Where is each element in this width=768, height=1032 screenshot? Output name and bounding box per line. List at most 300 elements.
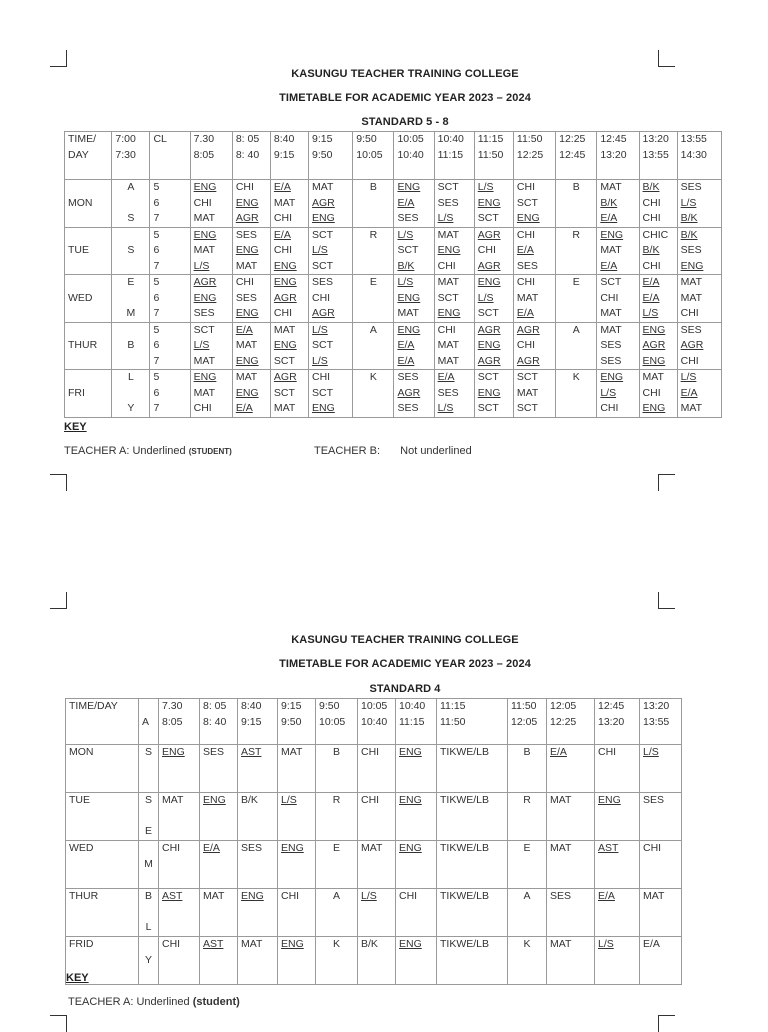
lesson-cell — [677, 322, 721, 370]
cell-text: 9:50 — [319, 700, 340, 712]
subject-underlined: ENG — [397, 323, 421, 336]
assembly-cell — [112, 275, 150, 323]
blank-line — [147, 842, 150, 854]
subject-underlined: AGR — [312, 307, 335, 319]
subject-underlined: ENG — [399, 794, 422, 806]
college-title: KASUNGU TEACHER TRAINING COLLEGE — [291, 68, 519, 80]
header-cell — [316, 699, 358, 745]
cell-text: 10:40 — [399, 700, 426, 712]
cell-text: L — [145, 921, 152, 933]
header-cell — [309, 132, 353, 180]
cell-text: B — [332, 746, 340, 758]
lesson-cell — [238, 841, 278, 889]
cell-text: 13:55 — [643, 715, 670, 728]
cell-text: B — [144, 890, 152, 902]
cell-text: SCT — [312, 339, 334, 351]
lesson-cell — [639, 275, 677, 323]
cell-text: THUR — [69, 890, 99, 902]
header-cell — [159, 699, 200, 745]
cell-text: 7 — [153, 354, 160, 367]
cell-text: B — [523, 746, 531, 758]
lesson-cell — [640, 793, 682, 841]
lesson-cell — [270, 180, 308, 228]
cell-text: SCT — [477, 371, 499, 383]
lesson-cell — [238, 793, 278, 841]
header-cell — [65, 132, 112, 180]
day-cell — [65, 370, 112, 418]
cell-text: MAT — [162, 794, 184, 806]
cell-text: E — [523, 842, 531, 854]
cell-text: FRID — [69, 938, 94, 950]
cell-text: SES — [643, 794, 665, 806]
lesson-cell — [159, 937, 200, 985]
subject-underlined: ENG — [281, 938, 304, 950]
day-cell — [66, 793, 139, 841]
lesson-cell — [270, 275, 308, 323]
cell-text: SES — [193, 307, 215, 319]
lesson-cell — [358, 841, 396, 889]
subject-underlined: AST — [162, 890, 183, 902]
cell-text: TIME/ — [68, 133, 96, 145]
lesson-cell — [358, 745, 396, 793]
cell-text: CHI — [600, 291, 619, 304]
lesson-cell — [437, 841, 508, 889]
legend2-teacher-a-text: TEACHER A: Underlined — [68, 996, 190, 1008]
lesson-cell — [190, 275, 232, 323]
header-cell — [508, 699, 547, 745]
subject-underlined: E/A — [273, 181, 291, 193]
lesson-cell — [394, 370, 434, 418]
legend-teacher-b-desc: Not underlined — [400, 445, 472, 457]
cell-text: SES — [600, 339, 622, 351]
cell-text: 11:15 — [437, 148, 464, 161]
break-letter-cell — [316, 937, 358, 985]
break-letter-cell — [556, 275, 597, 323]
lesson-cell — [547, 937, 595, 985]
subject-underlined: E/A — [642, 276, 660, 288]
cell-text: 13:20 — [643, 700, 670, 712]
lesson-cell — [139, 745, 159, 793]
cell-text: CHI — [399, 890, 418, 902]
lesson-cell — [358, 889, 396, 937]
crop-mark-top-left — [50, 50, 67, 67]
subject-underlined: L/S — [643, 746, 659, 758]
subject-underlined: ENG — [477, 386, 501, 399]
cell-text: 7:00 — [115, 133, 136, 145]
cell-text: SCT — [516, 402, 538, 414]
cell-text: CHI — [193, 402, 212, 414]
cell-text: CHI — [477, 244, 496, 256]
cell-text: Y — [144, 953, 152, 966]
class-level-cell — [150, 370, 190, 418]
subject-underlined: AGR — [273, 371, 297, 383]
cell-text: MAT — [235, 371, 258, 383]
cell-text: S — [144, 746, 152, 758]
header-cell — [200, 699, 238, 745]
lesson-cell — [232, 370, 270, 418]
lesson-cell — [513, 370, 555, 418]
subject-underlined: AST — [203, 938, 224, 950]
cell-text: MAT — [437, 276, 460, 288]
blank-line — [147, 938, 150, 950]
cell-text: CHI — [273, 307, 293, 319]
class-level-cell — [150, 275, 190, 323]
cell-text: 10:05 — [361, 700, 388, 712]
cell-text: Y — [127, 402, 135, 414]
subject-underlined: E/A — [600, 212, 618, 224]
break-letter-cell — [556, 227, 597, 275]
lesson-cell — [394, 275, 434, 323]
cell-text: CHI — [281, 890, 300, 902]
cell-text: CHI — [516, 181, 535, 193]
cell-text: SES — [397, 212, 419, 224]
subject-underlined: ENG — [642, 354, 666, 367]
cell-text: MAT — [600, 181, 622, 193]
cell-text: SES — [680, 323, 702, 336]
subject-underlined: L/S — [598, 938, 614, 950]
lesson-cell — [159, 745, 200, 793]
subject-underlined: E/A — [680, 386, 698, 399]
lesson-cell — [159, 793, 200, 841]
subject-underlined: L/S — [312, 323, 328, 336]
blank-line — [129, 387, 132, 399]
cell-text: 13:20 — [642, 133, 669, 145]
header-cell — [66, 699, 139, 745]
day-cell — [66, 841, 139, 889]
cell-text: 7 — [153, 212, 160, 224]
cell-text: SCT — [312, 386, 334, 399]
header-cell — [139, 699, 159, 745]
subject-underlined: ENG — [397, 181, 421, 193]
break-letter-cell — [316, 745, 358, 793]
cell-text: SCT — [516, 196, 538, 209]
break-letter-cell — [508, 841, 547, 889]
lesson-cell — [639, 227, 677, 275]
cell-text: MAT — [397, 307, 419, 319]
cell-text: MAT — [235, 339, 258, 351]
cell-text: S — [127, 244, 135, 256]
lesson-cell — [200, 841, 238, 889]
cell-text: 10:05 — [397, 133, 424, 145]
cell-text: M — [126, 307, 136, 319]
blank-line — [129, 292, 132, 304]
cell-text: SCT — [397, 244, 419, 256]
lesson-cell — [437, 745, 508, 793]
lesson-cell — [394, 322, 434, 370]
lesson-cell — [232, 275, 270, 323]
cell-text: 11:50 — [477, 148, 504, 161]
header-cell — [595, 699, 640, 745]
subject-underlined: L/S — [680, 196, 697, 209]
cell-text: SCT — [477, 307, 499, 319]
cell-text: 7:30 — [115, 148, 136, 161]
table-row-tue — [65, 227, 722, 275]
lesson-cell — [597, 322, 639, 370]
cell-text: E — [572, 276, 580, 288]
cell-text: 11:50 — [511, 700, 537, 712]
cell-text: 6 — [153, 244, 160, 256]
lesson-cell — [396, 937, 437, 985]
lesson-cell — [474, 180, 513, 228]
lesson-cell — [200, 793, 238, 841]
cell-text: E — [144, 825, 152, 837]
subject-underlined: B/K — [397, 259, 415, 272]
subject-underlined: B/K — [680, 228, 698, 241]
lesson-cell — [232, 322, 270, 370]
header-row — [65, 132, 722, 180]
break-letter-cell — [316, 841, 358, 889]
blank-line — [147, 906, 150, 918]
class-level-cell — [150, 322, 190, 370]
header-cell — [437, 699, 508, 745]
cell-text: CHI — [598, 746, 617, 758]
cell-text: MAT — [600, 307, 622, 319]
cell-text: CHI — [162, 938, 181, 950]
timetable-standard-5-8 — [64, 131, 722, 418]
cell-text: 8: 40 — [235, 148, 260, 161]
cell-text: MAT — [273, 196, 296, 209]
cell-text: SES — [397, 371, 419, 383]
cell-text: CL — [153, 133, 167, 145]
subject-underlined: ENG — [273, 276, 297, 288]
cell-text: 11:15 — [399, 715, 425, 728]
cell-text: MAT — [680, 291, 703, 304]
cell-text: SCT — [516, 371, 538, 383]
cell-text: CHI — [312, 371, 331, 383]
cell-text: 5 — [153, 371, 160, 383]
subject-underlined: ENG — [399, 746, 422, 758]
break-letter-cell — [508, 889, 547, 937]
cell-text: SCT — [273, 386, 295, 399]
table-row-thur — [65, 322, 722, 370]
cell-text: 7.30 — [193, 133, 215, 145]
cell-text: K — [369, 371, 377, 383]
cell-text: SCT — [600, 276, 622, 288]
header-cell — [270, 132, 308, 180]
cell-text: MAT — [437, 228, 460, 241]
lesson-cell — [394, 227, 434, 275]
lesson-cell — [394, 180, 434, 228]
table-row-mon — [65, 180, 722, 228]
lesson-cell — [474, 322, 513, 370]
cell-text: 5 — [153, 181, 160, 193]
lesson-cell — [238, 937, 278, 985]
cell-text: CHI — [516, 276, 535, 288]
cell-text: CHI — [273, 244, 293, 256]
header-cell — [238, 699, 278, 745]
cell-text: MAT — [273, 323, 296, 336]
cell-text: 11:50 — [516, 133, 543, 145]
break-letter-cell — [353, 227, 394, 275]
subject-underlined: ENG — [273, 259, 297, 272]
lesson-cell — [309, 370, 353, 418]
cell-text: 12:25 — [559, 133, 586, 145]
subject-underlined: AGR — [477, 354, 501, 367]
cell-text: 8:05 — [162, 715, 183, 728]
cell-text: 9:15 — [273, 148, 295, 161]
cell-text: CHI — [642, 259, 661, 272]
legend2-teacher-a — [68, 996, 240, 1008]
cell-text: SES — [516, 259, 538, 272]
lesson-cell — [278, 889, 316, 937]
cell-text: 9:50 — [281, 715, 302, 728]
cell-text: 13:20 — [598, 715, 625, 728]
subject-underlined: ENG — [312, 402, 335, 414]
lesson-cell — [640, 889, 682, 937]
cell-text: K — [523, 938, 531, 950]
subject-underlined: E/A — [437, 371, 455, 383]
cell-text: S — [144, 794, 152, 806]
cell-text: MAT — [203, 890, 225, 902]
cell-text: 6 — [153, 291, 160, 304]
table-row-fri — [65, 370, 722, 418]
cell-text: 6 — [153, 196, 160, 209]
cell-text: CHI — [642, 212, 661, 224]
table-row-thur — [66, 889, 682, 937]
header-cell — [358, 699, 396, 745]
cell-text: R — [332, 794, 341, 806]
cell-text: CHI — [361, 746, 380, 758]
subject-underlined: L/S — [680, 371, 697, 383]
subject-underlined: L/S — [642, 307, 659, 319]
header-cell — [112, 132, 150, 180]
crop-mark-top-left-2 — [50, 592, 67, 609]
lesson-cell — [640, 745, 682, 793]
cell-text: CHI — [437, 323, 456, 336]
cell-text: MAT — [642, 371, 664, 383]
break-letter-cell — [316, 793, 358, 841]
cell-text: FRI — [68, 386, 85, 399]
lesson-cell — [597, 180, 639, 228]
cell-text: CHI — [642, 386, 661, 399]
cell-text: CHI — [162, 842, 181, 854]
cell-text: 8:40 — [273, 133, 295, 145]
assembly-cell — [112, 227, 150, 275]
cell-text: SES — [235, 228, 257, 241]
lesson-cell — [139, 889, 159, 937]
subject-underlined: ENG — [399, 842, 422, 854]
lesson-cell — [309, 180, 353, 228]
lesson-cell — [190, 227, 232, 275]
lesson-cell — [278, 841, 316, 889]
lesson-cell — [513, 322, 555, 370]
header-cell — [474, 132, 513, 180]
table-row-frid — [66, 937, 682, 985]
subject-underlined: L/S — [193, 339, 210, 351]
cell-text: SCT — [477, 402, 499, 414]
lesson-cell — [358, 793, 396, 841]
table-row-tue — [66, 793, 682, 841]
table-row-wed — [66, 841, 682, 889]
subject-underlined: L/S — [361, 890, 377, 902]
crop-mark-bottom-right — [658, 474, 675, 491]
cell-text: CHI — [437, 259, 456, 272]
lesson-cell — [238, 889, 278, 937]
cell-text: M — [144, 857, 153, 870]
cell-text: K — [332, 938, 340, 950]
college-title-2: KASUNGU TEACHER TRAINING COLLEGE — [291, 634, 519, 646]
subject-underlined: E/A — [273, 228, 291, 241]
cell-text: TIKWE/LB — [440, 938, 490, 950]
subject-underlined: ENG — [235, 196, 259, 209]
break-letter-cell — [353, 275, 394, 323]
header-cell — [547, 699, 595, 745]
cell-text: MAT — [312, 181, 334, 193]
cell-text: 7.30 — [162, 700, 183, 712]
cell-text: CHI — [642, 196, 661, 209]
subject-underlined: E/A — [235, 323, 253, 336]
cell-text: MAT — [680, 402, 703, 414]
cell-text: 10:40 — [437, 133, 464, 145]
subject-underlined: ENG — [193, 181, 217, 193]
subject-underlined: ENG — [477, 339, 501, 351]
legend-teacher-a-note: (STUDENT) — [188, 447, 232, 456]
lesson-cell — [232, 180, 270, 228]
header-cell — [640, 699, 682, 745]
legend-teacher-a-text: TEACHER A: Underlined — [64, 445, 186, 457]
cell-text: 8:40 — [241, 700, 262, 712]
day-cell — [65, 275, 112, 323]
crop-mark-top-right — [658, 50, 675, 67]
lesson-cell — [639, 322, 677, 370]
subject-underlined: E/A — [516, 244, 534, 256]
header-row — [66, 699, 682, 745]
lesson-cell — [270, 227, 308, 275]
subject-underlined: L/S — [477, 291, 494, 304]
day-cell — [65, 180, 112, 228]
subject-underlined: ENG — [397, 291, 421, 304]
lesson-cell — [309, 322, 353, 370]
lesson-cell — [309, 275, 353, 323]
cell-text: R — [369, 228, 378, 241]
subject-underlined: ENG — [241, 890, 264, 902]
subject-underlined: L/S — [193, 259, 210, 272]
cell-text: MAT — [437, 339, 460, 351]
lesson-cell — [238, 745, 278, 793]
header-cell — [394, 132, 434, 180]
cell-text: B/K — [361, 938, 378, 950]
cell-text: MAT — [516, 291, 539, 304]
lesson-cell — [434, 370, 474, 418]
cell-text: TIKWE/LB — [440, 794, 490, 806]
day-cell — [66, 889, 139, 937]
cell-text: WED — [68, 291, 93, 304]
subject-underlined: ENG — [600, 228, 624, 241]
cell-text: MAT — [600, 323, 622, 336]
subject-underlined: L/S — [600, 386, 617, 399]
lesson-cell — [434, 275, 474, 323]
cell-text: SCT — [193, 323, 215, 336]
blank-line — [142, 700, 145, 712]
subject-underlined: B/K — [642, 181, 660, 193]
cell-text: SES — [241, 842, 263, 854]
cell-text: B/K — [241, 794, 258, 806]
cell-text: 10:05 — [356, 148, 383, 161]
subject-underlined: B/K — [600, 196, 618, 209]
header-cell — [556, 132, 597, 180]
cell-text: 12:45 — [598, 700, 625, 712]
lesson-cell — [190, 322, 232, 370]
lesson-cell — [640, 841, 682, 889]
subject-underlined: L/S — [437, 212, 454, 224]
subject-underlined: ENG — [273, 339, 297, 351]
subject-underlined: ENG — [235, 354, 259, 367]
table-row-wed — [65, 275, 722, 323]
crop-mark-bottom-left — [50, 474, 67, 491]
cell-text: CHI — [516, 228, 535, 241]
cell-text: SES — [550, 890, 572, 902]
lesson-cell — [159, 889, 200, 937]
